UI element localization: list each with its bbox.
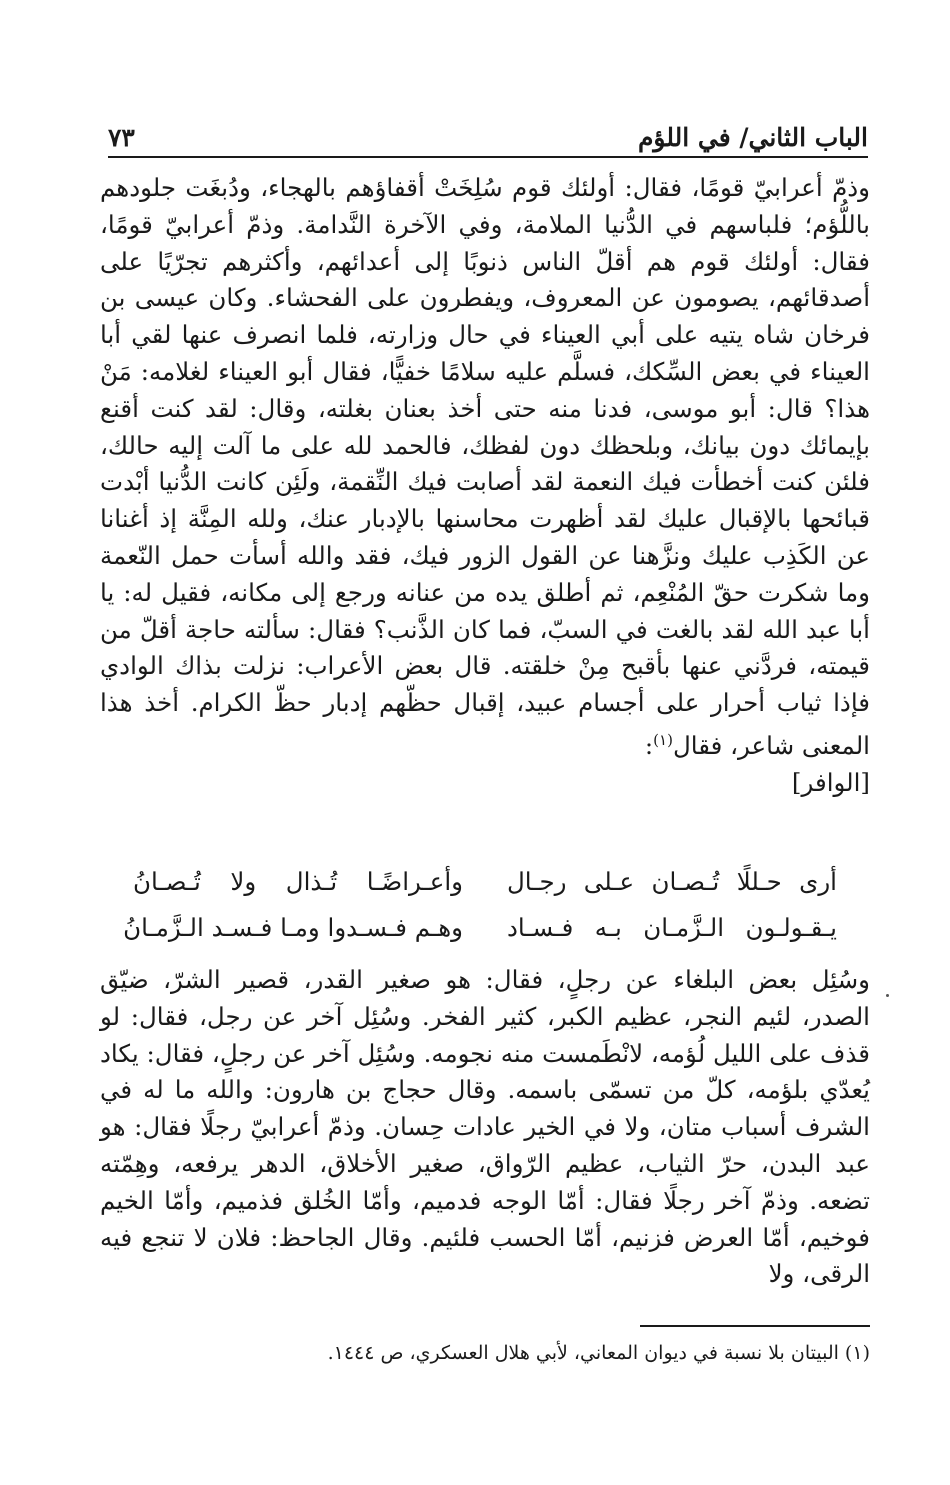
first-hemistich: أرى حـللًا تُـصـان عـلى رجـال [507, 867, 837, 896]
header-rule [108, 156, 868, 158]
scan-speck [886, 994, 889, 997]
paragraph-text: وذمّ أعرابيّ قومًا، فقال: أولئك قوم سُلِخَتْ أقفاؤهم بالهجاء، ودُبغَت جلودهم باللُّؤم؛ فلباسهم في الدُّنيا الملامة، وفي الآخرة النَّدامة. وذمّ أعرابيّ قومًا، فقال: أولئك قوم هم أقلّ الناس ذنوبًا إلى أعدائهم، وأكثرهم تجرّيًا على أصدقائهم، يصومون عن المعروف، ويفطرون على الفحشاء. وكان عيسى بن فرخان شاه يتيه على أبي العيناء في حال وزارته، فلما انصرف عنها لقي أبا العيناء في بعض السِّكك، فسلَّم عليه سلامًا خفيًّا، فقال أبو العيناء لغلامه: مَنْ هذا؟ قال: أبو موسى، فدنا منه حتى أخذ بعنان بغلته، وقال: لقد كنت أقنع بإيمائك دون بيانك، وبلحظك دون لفظك، فالحمد لله على ما آلت إليه حالك، فلئن كنت أخطأت فيك النعمة لقد أصابت فيك النِّقمة، ولَئِن كانت الدُّنيا أبْدت قبائحها بالإقبال عليك لقد أظهرت محاسنها بالإدبار عنك، ولله المِنَّة إذ أغنانا عن الكَذِب عليك ونزَّهنا عن القول الزور فيك، فقد والله أسأت حمل النّعمة وما شكرت حقّ المُنْعِم، ثم أطلق يده من عنانه ورجع إلى مكانه، فقيل له: يا أبا عبد الله لقد بالغت في السبّ، فما كان الذَّنب؟ فقال: سألته حاجة أقلّ من قيمته، فردَّني عنها بأقبح مِنْ خلقته. قال بعض الأعراب: نزلت بذاك الوادي فإذا ثياب أحرار على أجسام عبيد، إقبال حظّهم إدبار حظّ الكرام. أخذ هذا المعنى شاعر، فقال [100, 173, 870, 761]
paragraph [100, 170, 870, 765]
second-hemistich: وهـم فـسـدوا ومـا فـسـد الـزَّمـانُ [123, 913, 463, 942]
footnote-rule [640, 1325, 870, 1327]
verse-line [100, 862, 870, 902]
paragraph-colon: : [644, 731, 654, 761]
footnote-marker: (١) [653, 730, 673, 749]
main-text-block-2 [100, 962, 870, 1293]
second-hemistich: وأعـراضًـا تُـذال ولا تُـصـانُ [133, 867, 463, 896]
running-head [108, 112, 868, 152]
main-text-block [100, 170, 870, 802]
poem [100, 862, 870, 954]
poetic-meter-label: [الوافر] [791, 767, 870, 797]
chapter-title: الباب الثاني/ في اللؤم [637, 123, 868, 152]
paragraph: وسُئِل بعض البلغاء عن رجلٍ، فقال: هو صغير القدر، قصير الشرّ، ضيّق الصدر، لئيم النجر، عظيم الكبر، كثير الفخر. وسُئِل آخر عن رجل، فقال: لو قذف على الليل لُؤمه، لانْطَمست منه نجومه. وسُئِل آخر عن رجلٍ، فقال: يكاد يُعدّي بلؤمه، كلّ من تسمّى باسمه. وقال حجاج بن هارون: والله ما له في الشرف أسباب متان، ولا في الخير عادات حِسان. وذمّ أعرابيّ رجلًا فقال: هو عبد البدن، حرّ الثياب، عظيم الرّواق، صغير الأخلاق، الدهر يرفعه، وهِمّته تضعه. وذمّ آخر رجلًا فقال: أمّا الوجه فدميم، وأمّا الخُلق فذميم، وأمّا الخيم فوخيم، أمّا العرض فزنيم، أمّا الحسب فلئيم. وقال الجاحظ: فلان لا تنجع فيه الرقى، ولا [100, 965, 870, 1289]
page-number: ٧٣ [108, 123, 135, 152]
footnote: (١) البيتان بلا نسبة في ديوان المعاني، لأبي هلال العسكري، ص ١٤٤٤. [327, 1342, 870, 1364]
verse-line [100, 908, 870, 948]
first-hemistich: يـقـولـون الـزَّمـان بـه فـسـاد [507, 913, 837, 942]
